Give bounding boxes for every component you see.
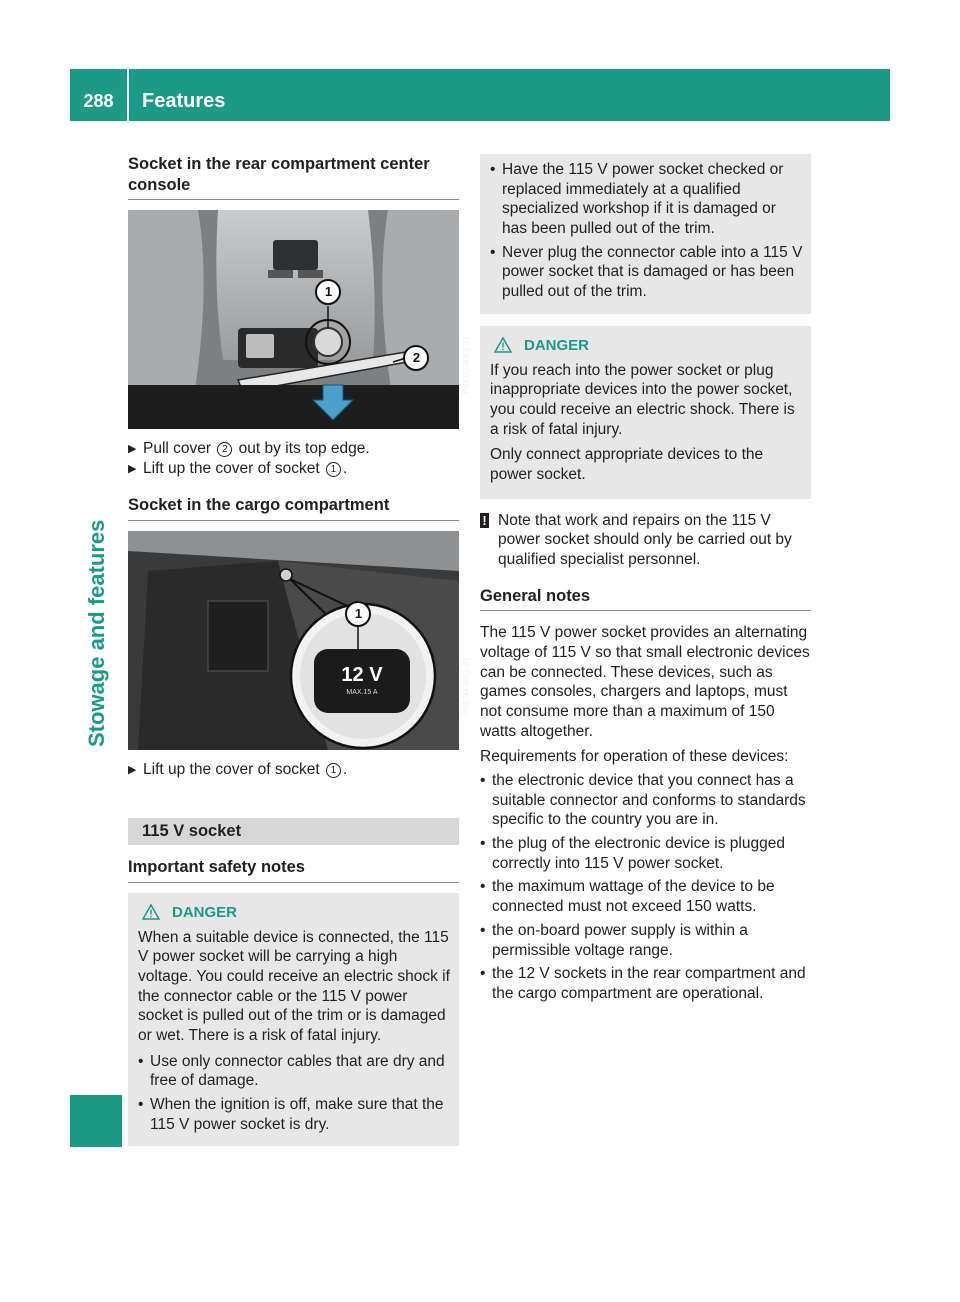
section-heading-cargo: Socket in the cargo compartment [128,495,459,521]
cargo-compartment-illustration [128,531,471,750]
list-item: • the electronic device that you connect has a suitable connector and conforms to standards specific to the country you are in. [480,772,806,829]
note-text: Note that work and repairs on the 115 V power socket should only be carried out by qualified specialist personnel. [498,511,792,569]
list-item: • When the ignition is off, make sure that the 115 V power socket is dry. [138,1095,444,1133]
chapter-title: Features [142,90,226,112]
callout-number-icon: 1 [326,763,341,778]
step-pull-cover: ▶ Pull cover 2 out by its top edge. [128,440,370,458]
step-lift-cargo-cover: ▶ Lift up the cover of socket 1 . [128,760,348,778]
exclamation-icon: ! [480,513,489,528]
figure-code: P68.00-3061-31 [461,336,471,395]
rear-console-illustration [128,210,471,429]
side-tab-marker [70,1095,122,1147]
bullet-icon: • [480,921,486,939]
danger-text: If you reach into the power socket or plug inappropriate devices into the power socket, you could receive an electric shock. There is a risk of fatal injury. [490,361,795,438]
socket-label: 12 V [341,663,383,686]
callout-1: 1 [354,605,363,621]
bullet-icon: • [480,772,486,790]
note [480,511,811,570]
danger-box-2 [480,326,811,499]
side-tab-label: Stowage and features [84,519,109,747]
arrow-icon: ▶ [128,463,137,476]
callout-number-icon: 1 [326,462,341,477]
callout-2: 2 [412,350,421,366]
list-item: • Use only connector cables that are dry and free of damage. [138,1052,445,1090]
list-item: • the plug of the electronic device is plugged correctly into 115 V power socket. [480,835,785,872]
bullet-icon: • [480,878,486,896]
page-header [70,69,890,121]
bullet-icon: • [490,161,496,178]
bullet-icon: • [480,835,486,853]
left-column [128,154,471,1146]
section-heading-general: General notes [480,586,811,612]
danger-label: DANGER [524,336,590,354]
arrow-icon: ▶ [128,443,137,456]
list-item: • Have the 115 V power socket checked or replaced immediately at a qualified specialized workshop if it is damaged or has been pulled out of the trim. [490,161,784,238]
side-tab-label-wrapper [71,519,123,747]
requirements-intro: Requirements for operation of these devices: [480,748,789,766]
danger-box-continued [480,154,811,314]
bullet-icon: • [138,1095,144,1113]
arrow-icon: ▶ [128,763,137,776]
warning-triangle-icon [142,904,160,920]
list-item: • the 12 V sockets in the rear compartment and the cargo compartment are operational. [480,965,806,1002]
socket-sublabel: MAX.15 A [346,688,378,696]
list-item: • the on-board power supply is within a permissible voltage range. [480,921,748,959]
rear-console-drawing [128,210,459,429]
list-item: • the maximum wattage of the device to be connected must not exceed 150 watts. [480,878,775,916]
cargo-compartment-drawing [128,531,459,750]
bullet-icon: • [480,965,486,983]
list-item: • Never plug the connector cable into a 115 V power socket that is damaged or has been pulled out of the trim. [490,243,803,301]
step-lift-cover: ▶ Lift up the cover of socket 1 . [128,460,348,478]
requirements-list [480,771,811,1003]
warning-triangle-icon [494,337,512,353]
figure-code: P68.00-3062-31 [461,657,471,715]
page-number: 288 [83,91,114,111]
section-heading-safety: Important safety notes [128,857,459,883]
danger-box [128,893,459,1147]
danger-text: When a suitable device is connected, the 115 V power socket will be carrying a high voltage. You could receive an electric shock if the connector cable or the 115 V power socket is pulled out of the trim or is damaged or wet. There is a risk of fatal injury. [138,928,450,1044]
bullet-icon: • [490,243,496,261]
right-column [480,154,811,1008]
header-divider [127,69,129,121]
section-bar-115v: 115 V socket [128,818,459,845]
bullet-icon: • [138,1052,144,1070]
danger-label: DANGER [172,903,238,921]
danger-text: Only connect appropriate devices to the power socket. [490,446,764,484]
callout-1: 1 [324,284,333,300]
general-text: The 115 V power socket provides an alternating voltage of 115 V so that small electronic devices can be connected. These devices, such as games consoles, chargers and laptops, must not consume more than a maximum of 150 watts altogether. [480,624,810,740]
callout-number-icon: 2 [217,442,232,457]
section-heading-rear-console: Socket in the rear compartment center console [128,154,459,200]
